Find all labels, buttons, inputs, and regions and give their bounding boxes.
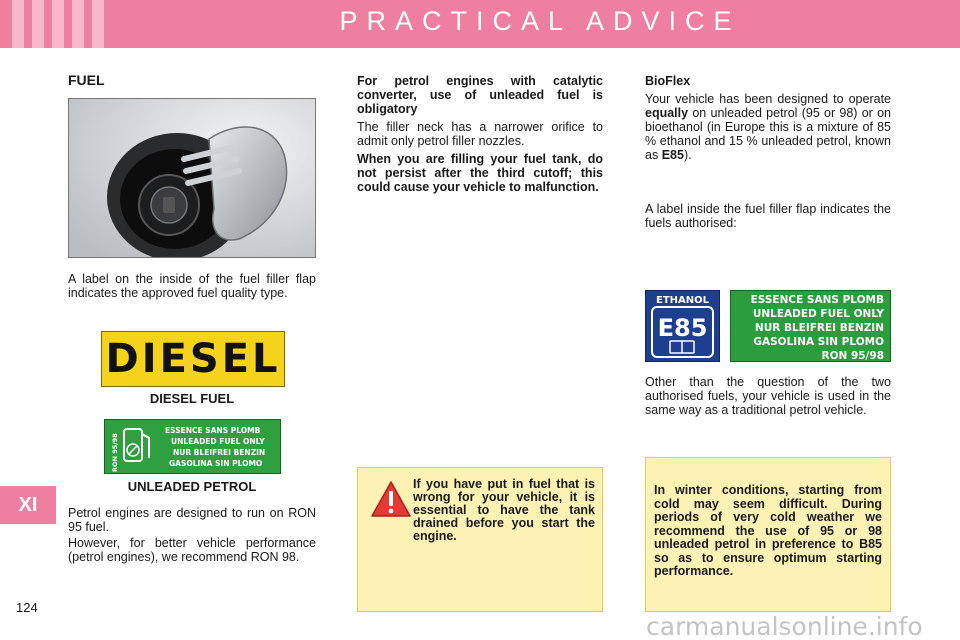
diesel-caption: DIESEL FUEL [149,391,235,406]
unleaded-label-image [104,419,281,474]
unleaded-big-line: ESSENCE SANS PLOMB [750,294,884,306]
ron98-paragraph: However, for better vehicle performance (petrol engines), we recommend RON 98. [68,536,316,564]
wrong-fuel-warning-text: If you have put in fuel that is wrong for your vehicle, it is essential to have the tank drained before you start the engine. [413,477,595,543]
bioflex-heading: BioFlex [645,74,691,88]
unleaded-big-line: UNLEADED FUEL ONLY [752,308,884,320]
diesel-label-text: DIESEL [105,336,281,382]
unleaded-big-line: GASOLINA SIN PLOMO [753,336,884,348]
page-header [0,0,960,48]
traditional-vehicle-paragraph: Other than the question of the two authorised fuels, your vehicle is used in the same way as a traditional petrol vehicle. [645,375,891,417]
unleaded-small-line: NUR BLEIFREI BENZIN [173,448,266,457]
winter-advice-box [645,457,891,612]
page-title: PRACTICAL ADVICE [339,6,741,36]
third-cutoff-paragraph: When you are filling your fuel tank, do not persist after the third cutoff; this could cause your vehicle to malfunction. [357,152,603,194]
unleaded-label-graphic [105,420,280,473]
fuel-filler-photo [68,98,316,258]
unleaded-big-line: RON 95/98 [821,350,884,362]
bioflex-paragraph: Your vehicle has been designed to operate equally on unleaded petrol (95 or 98) or on bioethanol (in Europe this is a mixture of 85 % ethanol and 15 % unleaded petrol, known as E85). [645,92,891,162]
section-heading-fuel: FUEL [68,72,105,88]
ron95-paragraph: Petrol engines are designed to run on RON 95 fuel. [68,506,316,534]
ethanol-e85-label-image [645,290,720,362]
watermark: carmanualsonline.info [646,612,923,640]
fuel-label-paragraph: A label on the inside of the fuel filler flap indicates the approved fuel quality type. [68,272,316,300]
ethanol-label-top: ETHANOL [655,295,710,306]
unleaded-small-line: ESSENCE SANS PLOMB [165,426,261,435]
header-stripes [12,0,104,48]
equally-emphasis: equally [645,106,689,120]
catalytic-paragraph: For petrol engines with catalytic converter, use of unleaded fuel is obligatory [357,74,603,116]
unleaded-big-line: NUR BLEIFREI BENZIN [754,322,884,334]
unleaded-small-line: GASOLINA SIN PLOMO [169,459,263,468]
unleaded-caption: UNLEADED PETROL [127,479,257,494]
wrong-fuel-warning-box [357,467,603,612]
column-three [645,74,891,166]
ethanol-label-e85: E85 [657,314,708,342]
unleaded-small-ron-text: RON 95/98 [111,433,119,472]
fuel-cap-illustration [69,99,316,258]
diesel-label-image [101,331,285,387]
chapter-tab: XI [0,486,56,524]
authorised-fuels-paragraph: A label inside the fuel filler flap indicates the fuels authorised: [645,202,891,230]
ethanol-label-graphic [646,291,719,361]
e85-emphasis: E85 [661,148,684,162]
unleaded-ron-label-image [730,290,891,362]
warning-triangle-icon [370,480,412,518]
page-number: 124 [16,600,38,615]
column-two [357,74,603,198]
winter-advice-text: In winter conditions, starting from cold may seem difficult. During periods of very cold weather we recommend the use of 95 or 98 unleaded petrol in preference to B85 so as to ensure optimum starting performance. [654,483,882,578]
unleaded-small-line: UNLEADED FUEL ONLY [171,437,265,446]
filler-neck-paragraph: The filler neck has a narrower orifice to admit only petrol filler nozzles. [357,120,603,148]
